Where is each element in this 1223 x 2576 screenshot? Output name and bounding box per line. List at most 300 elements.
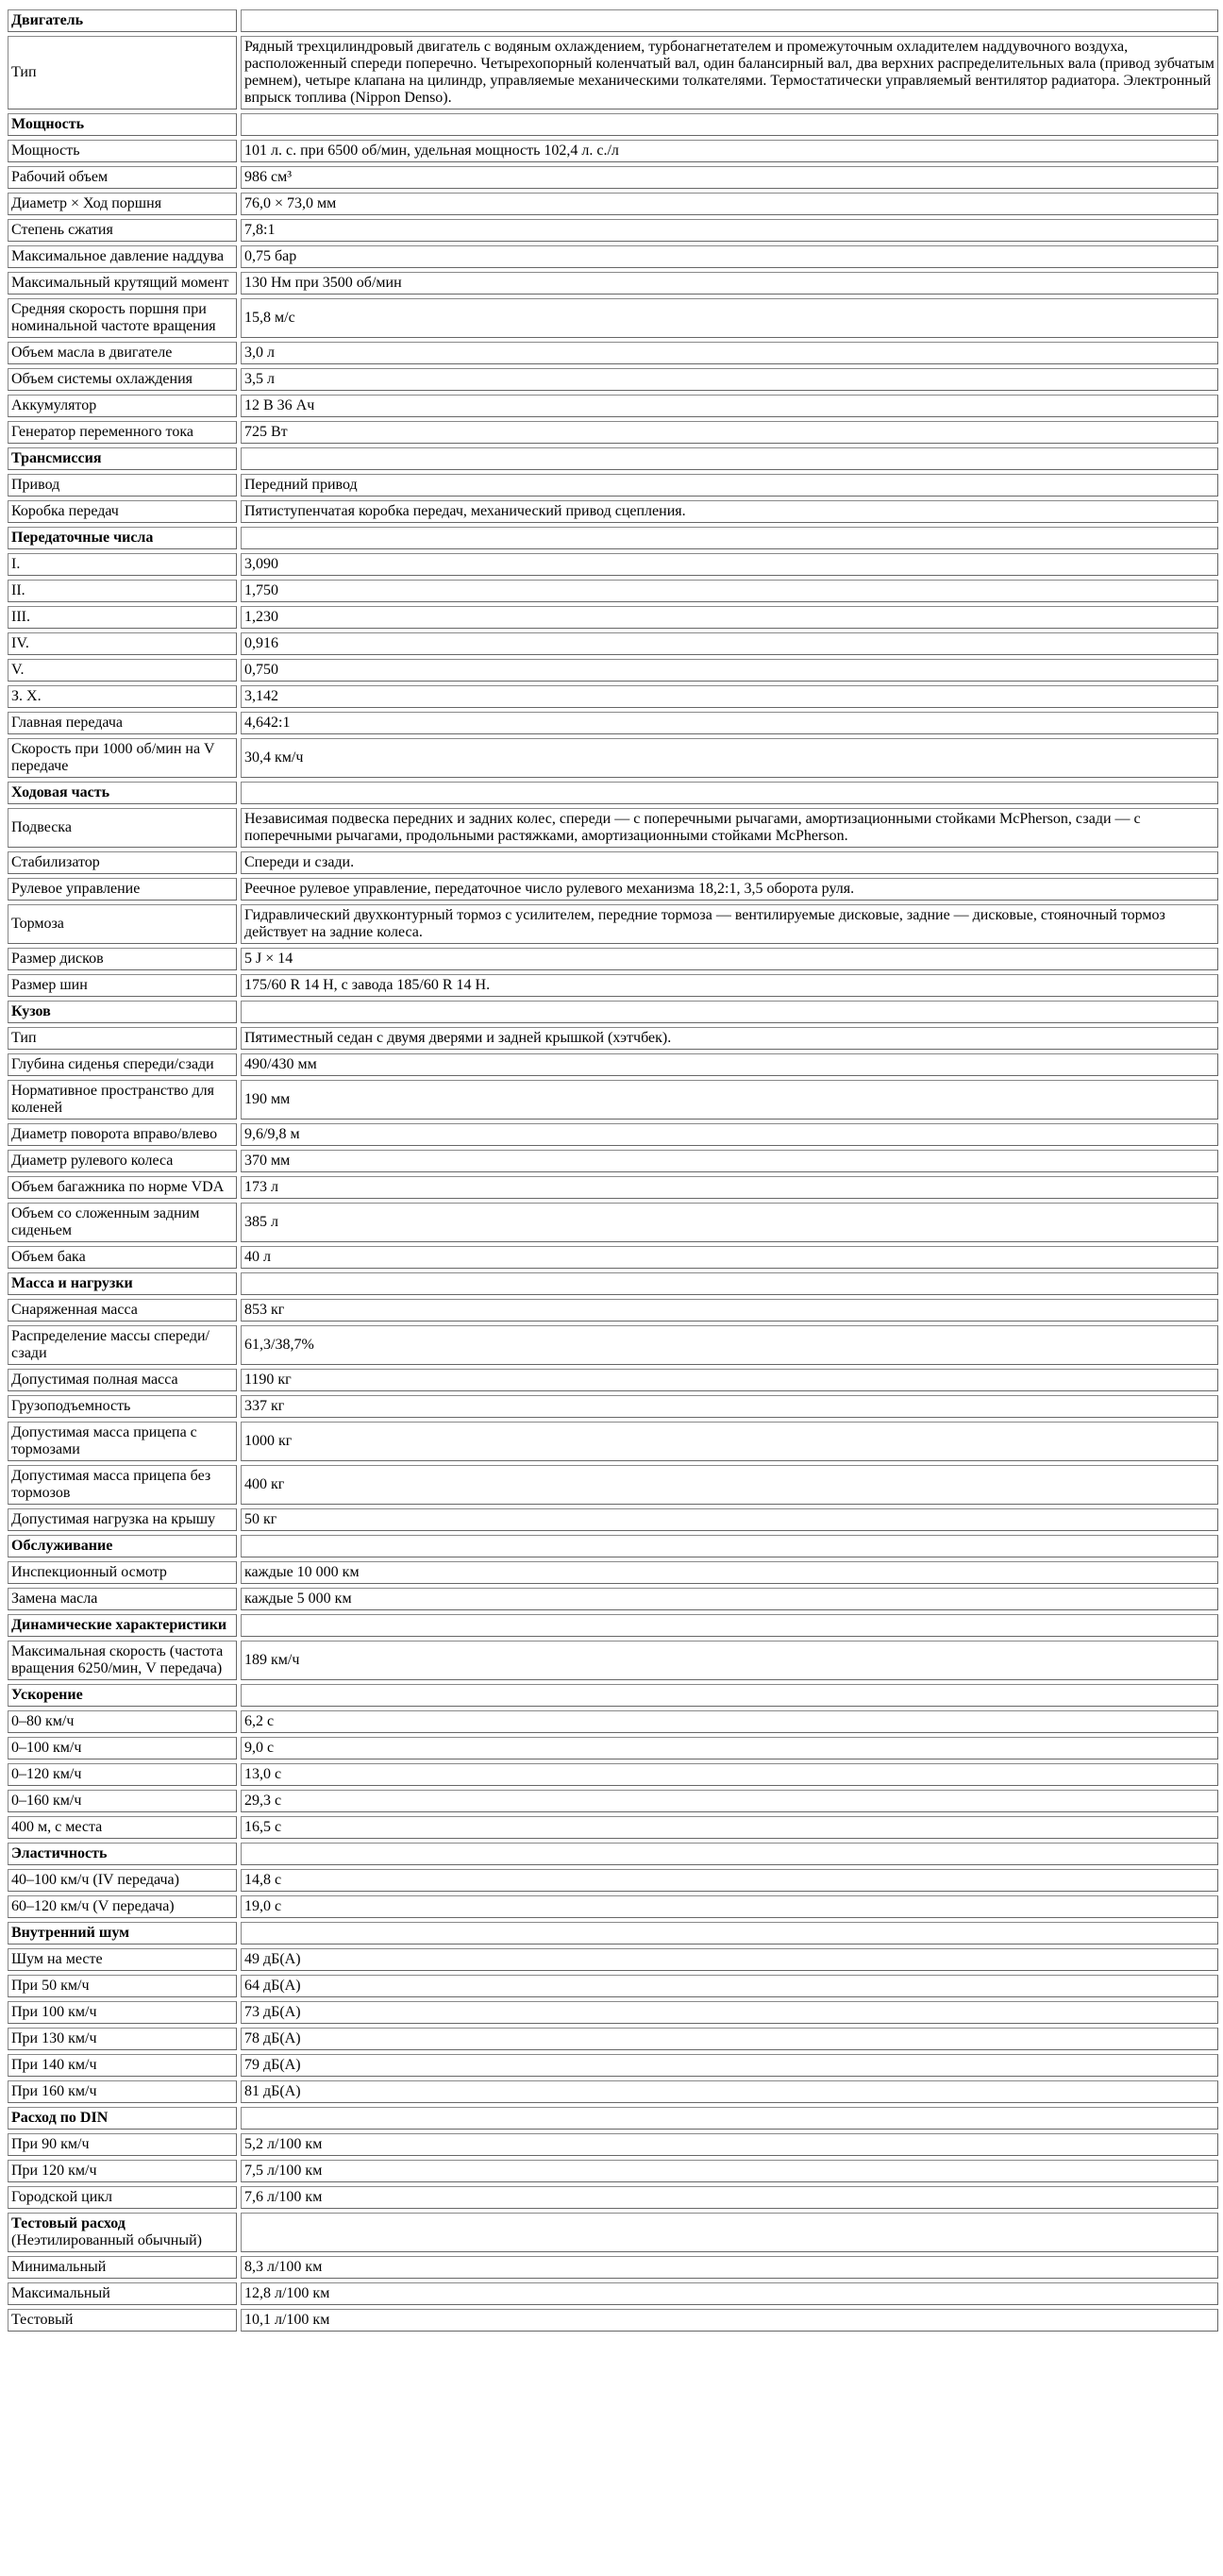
spec-row xyxy=(8,2256,1218,2279)
section-empty-value xyxy=(241,1272,1218,1295)
spec-label xyxy=(8,1369,237,1391)
section-title-text: Передаточные числа xyxy=(11,530,154,546)
spec-label-text: Распределение массы спереди/сзади xyxy=(11,1328,209,1361)
spec-row xyxy=(8,474,1218,497)
spec-value: 190 мм xyxy=(241,1080,1218,1120)
spec-row xyxy=(8,738,1218,778)
spec-label-text: 0–80 км/ч xyxy=(11,1713,75,1729)
section-title-text: Эластичность xyxy=(11,1845,108,1861)
section-title-text: Тестовый расход xyxy=(11,2215,126,2231)
spec-label xyxy=(8,1465,237,1505)
spec-label-text: Максимальное давление наддува xyxy=(11,248,225,264)
spec-label xyxy=(8,1246,237,1269)
spec-label-text: Аккумулятор xyxy=(11,397,97,413)
spec-value: 1190 кг xyxy=(241,1369,1218,1391)
spec-label xyxy=(8,948,237,970)
spec-label xyxy=(8,974,237,997)
spec-value: 130 Нм при 3500 об/мин xyxy=(241,272,1218,295)
spec-label xyxy=(8,298,237,338)
spec-value: 4,642:1 xyxy=(241,712,1218,734)
spec-label xyxy=(8,500,237,523)
spec-value: каждые 5 000 км xyxy=(241,1588,1218,1610)
spec-value: 1,750 xyxy=(241,580,1218,602)
spec-label-text: Допустимая масса прицепа с тормозами xyxy=(11,1424,197,1457)
spec-row xyxy=(8,1975,1218,1997)
spec-label-text: Глубина сиденья спереди/сзади xyxy=(11,1056,214,1072)
spec-label xyxy=(8,659,237,682)
spec-row xyxy=(8,298,1218,338)
spec-label xyxy=(8,553,237,576)
spec-row xyxy=(8,1588,1218,1610)
spec-row xyxy=(8,1508,1218,1531)
spec-row xyxy=(8,2160,1218,2182)
spec-value: 490/430 мм xyxy=(241,1053,1218,1076)
spec-value: 853 кг xyxy=(241,1299,1218,1322)
section-header-row xyxy=(8,1614,1218,1637)
spec-value: Пятиступенчатая коробка передач, механический привод сцепления. xyxy=(241,500,1218,523)
section-header-row xyxy=(8,447,1218,470)
spec-value: 50 кг xyxy=(241,1508,1218,1531)
section-empty-value xyxy=(241,1001,1218,1023)
spec-label xyxy=(8,2080,237,2103)
spec-row xyxy=(8,2133,1218,2156)
spec-value: 101 л. с. при 6500 об/мин, удельная мощность 102,4 л. с./л xyxy=(241,140,1218,162)
spec-label xyxy=(8,421,237,444)
spec-label-text: 60–120 км/ч (V передача) xyxy=(11,1898,175,1914)
section-title-text: Масса и нагрузки xyxy=(11,1275,133,1291)
spec-label xyxy=(8,851,237,874)
section-header-row xyxy=(8,1843,1218,1865)
spec-label xyxy=(8,1422,237,1461)
spec-label-text: Рулевое управление xyxy=(11,881,141,897)
spec-label-text: Тестовый xyxy=(11,2312,74,2328)
spec-value: 10,1 л/100 км xyxy=(241,2309,1218,2332)
spec-label xyxy=(8,245,237,268)
spec-value: 15,8 м/с xyxy=(241,298,1218,338)
spec-row xyxy=(8,1053,1218,1076)
spec-row xyxy=(8,1895,1218,1918)
spec-row xyxy=(8,193,1218,215)
spec-label xyxy=(8,1641,237,1680)
spec-row xyxy=(8,553,1218,576)
spec-label-text: Объем багажника по норме VDA xyxy=(11,1179,225,1195)
spec-label-text: Максимальный крутящий момент xyxy=(11,275,229,291)
spec-label xyxy=(8,1948,237,1971)
spec-label-text: II. xyxy=(11,582,25,598)
section-empty-value xyxy=(241,1843,1218,1865)
spec-value: 3,0 л xyxy=(241,342,1218,364)
spec-label xyxy=(8,1325,237,1365)
section-title xyxy=(8,782,237,804)
spec-label-text: Коробка передач xyxy=(11,503,119,519)
section-title xyxy=(8,1922,237,1945)
section-header-row xyxy=(8,2107,1218,2130)
spec-label-text: Городской цикл xyxy=(11,2189,113,2205)
section-title xyxy=(8,1843,237,1865)
spec-label xyxy=(8,2309,237,2332)
spec-label-text: Снаряженная масса xyxy=(11,1302,138,1318)
spec-value: 78 дБ(А) xyxy=(241,2028,1218,2050)
spec-value: 7,6 л/100 км xyxy=(241,2186,1218,2209)
spec-label xyxy=(8,272,237,295)
section-title xyxy=(8,9,237,32)
spec-label xyxy=(8,632,237,655)
spec-value: 76,0 × 73,0 мм xyxy=(241,193,1218,215)
spec-label xyxy=(8,685,237,708)
spec-label-text: Максимальный xyxy=(11,2285,110,2301)
spec-label xyxy=(8,342,237,364)
spec-value: 0,75 бар xyxy=(241,245,1218,268)
spec-value: 0,916 xyxy=(241,632,1218,655)
spec-value: 30,4 км/ч xyxy=(241,738,1218,778)
section-title-text: Кузов xyxy=(11,1003,51,1019)
spec-row xyxy=(8,712,1218,734)
spec-value: 12,8 л/100 км xyxy=(241,2282,1218,2305)
section-empty-value xyxy=(241,9,1218,32)
spec-label-text: Мощность xyxy=(11,143,80,159)
spec-value: 337 кг xyxy=(241,1395,1218,1418)
spec-value: 725 Вт xyxy=(241,421,1218,444)
spec-value: 40 л xyxy=(241,1246,1218,1269)
spec-row xyxy=(8,140,1218,162)
spec-label xyxy=(8,1203,237,1242)
spec-label xyxy=(8,1710,237,1733)
spec-label xyxy=(8,1561,237,1584)
spec-label-text: IV. xyxy=(11,635,29,651)
spec-label xyxy=(8,474,237,497)
spec-label-text: Рабочий объем xyxy=(11,169,109,185)
section-title-text: Ходовая часть xyxy=(11,784,110,800)
spec-row xyxy=(8,342,1218,364)
section-title-text: Внутренний шум xyxy=(11,1925,130,1941)
spec-label xyxy=(8,1588,237,1610)
spec-row xyxy=(8,974,1218,997)
spec-row xyxy=(8,2028,1218,2050)
spec-row xyxy=(8,166,1218,189)
spec-label xyxy=(8,1763,237,1786)
spec-value: 3,090 xyxy=(241,553,1218,576)
spec-label-text: З. Х. xyxy=(11,688,42,704)
spec-row xyxy=(8,1465,1218,1505)
spec-label xyxy=(8,140,237,162)
spec-label-text: Подвеска xyxy=(11,819,72,835)
spec-label xyxy=(8,1027,237,1050)
spec-label-text: Грузоподъемность xyxy=(11,1398,131,1414)
spec-label xyxy=(8,2160,237,2182)
spec-label xyxy=(8,368,237,391)
spec-row xyxy=(8,1816,1218,1839)
section-empty-value xyxy=(241,113,1218,136)
section-empty-value xyxy=(241,447,1218,470)
spec-value: 64 дБ(А) xyxy=(241,1975,1218,1997)
section-title xyxy=(8,1614,237,1637)
spec-row xyxy=(8,1176,1218,1199)
spec-label-text: Допустимая нагрузка на крышу xyxy=(11,1511,216,1527)
section-title xyxy=(8,1001,237,1023)
spec-label-text: Нормативное пространство для коленей xyxy=(11,1083,214,1116)
spec-label xyxy=(8,738,237,778)
spec-label-text: При 140 км/ч xyxy=(11,2057,97,2073)
spec-row xyxy=(8,1763,1218,1786)
spec-label xyxy=(8,1123,237,1146)
spec-row xyxy=(8,2001,1218,2024)
spec-label-text: Минимальный xyxy=(11,2259,107,2275)
spec-row xyxy=(8,1395,1218,1418)
spec-label xyxy=(8,1869,237,1892)
section-title-text: Двигатель xyxy=(11,12,84,28)
spec-label-text: 0–160 км/ч xyxy=(11,1793,82,1809)
spec-row xyxy=(8,904,1218,944)
spec-label-text: Шум на месте xyxy=(11,1951,103,1967)
spec-label xyxy=(8,2054,237,2077)
section-empty-value xyxy=(241,2213,1218,2252)
spec-row xyxy=(8,685,1218,708)
spec-row xyxy=(8,1641,1218,1680)
spec-table-body xyxy=(8,9,1218,2332)
section-header-row xyxy=(8,1001,1218,1023)
spec-label-text: Замена масла xyxy=(11,1591,98,1607)
spec-label-text: При 90 км/ч xyxy=(11,2136,90,2152)
spec-label xyxy=(8,166,237,189)
section-title-text: Динамические характеристики xyxy=(11,1617,227,1633)
spec-row xyxy=(8,948,1218,970)
spec-value: 1000 кг xyxy=(241,1422,1218,1461)
spec-label-text: V. xyxy=(11,662,25,678)
spec-label-text: При 120 км/ч xyxy=(11,2163,97,2179)
spec-row xyxy=(8,2186,1218,2209)
spec-label-text: Максимальная скорость (частота вращения 6250/мин, V передача) xyxy=(11,1643,224,1676)
section-title xyxy=(8,1272,237,1295)
spec-label-text: Степень сжатия xyxy=(11,222,113,238)
spec-label xyxy=(8,808,237,848)
spec-label-text: 40–100 км/ч (IV передача) xyxy=(11,1872,179,1888)
spec-row xyxy=(8,2309,1218,2332)
spec-row xyxy=(8,1737,1218,1759)
spec-label-text: Тип xyxy=(11,1030,37,1046)
spec-label xyxy=(8,395,237,417)
spec-value: 12 В 36 Ач xyxy=(241,395,1218,417)
spec-label xyxy=(8,193,237,215)
spec-row xyxy=(8,632,1218,655)
spec-label xyxy=(8,878,237,901)
section-empty-value xyxy=(241,782,1218,804)
spec-value: Спереди и сзади. xyxy=(241,851,1218,874)
section-empty-value xyxy=(241,527,1218,549)
spec-row xyxy=(8,395,1218,417)
spec-label-text: Объем масла в двигателе xyxy=(11,345,173,361)
spec-value: 81 дБ(А) xyxy=(241,2080,1218,2103)
spec-row xyxy=(8,1123,1218,1146)
section-title xyxy=(8,527,237,549)
section-subtitle: (Неэтилированный обычный) xyxy=(11,2232,202,2248)
section-header-row xyxy=(8,1684,1218,1707)
spec-value: Пятиместный седан с двумя дверями и задней крышкой (хэтчбек). xyxy=(241,1027,1218,1050)
spec-row xyxy=(8,2282,1218,2305)
spec-value: Реечное рулевое управление, передаточное число рулевого механизма 18,2:1, 3,5 оборота руля. xyxy=(241,878,1218,901)
section-title xyxy=(8,447,237,470)
spec-label-text: 0–120 км/ч xyxy=(11,1766,82,1782)
spec-value: Передний привод xyxy=(241,474,1218,497)
spec-label xyxy=(8,2001,237,2024)
spec-label-text: Диаметр рулевого колеса xyxy=(11,1153,174,1169)
spec-row xyxy=(8,1948,1218,1971)
spec-row xyxy=(8,808,1218,848)
spec-label-text: Допустимая масса прицепа без тормозов xyxy=(11,1468,211,1501)
spec-label-text: Размер дисков xyxy=(11,951,104,967)
spec-label-text: Объем системы охлаждения xyxy=(11,371,193,387)
section-title xyxy=(8,1684,237,1707)
spec-label-text: Тип xyxy=(11,64,37,80)
spec-value: 16,5 с xyxy=(241,1816,1218,1839)
spec-value: Независимая подвеска передних и задних колес, спереди — с поперечными рычагами, амортизационными стойками McPherson, сзади — с поперечными рычагами, продольными растяжками, амортизационными стойками McPherson. xyxy=(241,808,1218,848)
section-empty-value xyxy=(241,1535,1218,1557)
section-title xyxy=(8,2107,237,2130)
spec-label xyxy=(8,1395,237,1418)
spec-label xyxy=(8,219,237,242)
spec-label xyxy=(8,1053,237,1076)
spec-label-text: I. xyxy=(11,556,21,572)
spec-value: 5,2 л/100 км xyxy=(241,2133,1218,2156)
section-header-row xyxy=(8,9,1218,32)
spec-value: 7,8:1 xyxy=(241,219,1218,242)
spec-row xyxy=(8,580,1218,602)
spec-label-text: III. xyxy=(11,609,30,625)
spec-row xyxy=(8,1150,1218,1172)
spec-label xyxy=(8,1080,237,1120)
section-empty-value xyxy=(241,2107,1218,2130)
spec-value: 19,0 с xyxy=(241,1895,1218,1918)
section-title xyxy=(8,2213,237,2252)
spec-row xyxy=(8,851,1218,874)
spec-value: 1,230 xyxy=(241,606,1218,629)
section-header-row xyxy=(8,113,1218,136)
spec-value: 61,3/38,7% xyxy=(241,1325,1218,1365)
spec-value: 9,0 с xyxy=(241,1737,1218,1759)
spec-label-text: Объем со сложенным задним сиденьем xyxy=(11,1205,200,1238)
spec-label-text: Стабилизатор xyxy=(11,854,100,870)
spec-value: 3,142 xyxy=(241,685,1218,708)
spec-value: 175/60 R 14 H, с завода 185/60 R 14 H. xyxy=(241,974,1218,997)
spec-label-text: При 160 км/ч xyxy=(11,2083,97,2099)
spec-label-text: При 130 км/ч xyxy=(11,2030,97,2046)
spec-label xyxy=(8,1816,237,1839)
spec-label xyxy=(8,1895,237,1918)
spec-value: 79 дБ(А) xyxy=(241,2054,1218,2077)
spec-label-text: Инспекционный осмотр xyxy=(11,1564,167,1580)
spec-label xyxy=(8,580,237,602)
spec-value: 400 кг xyxy=(241,1465,1218,1505)
spec-value: Гидравлический двухконтурный тормоз с усилителем, передние тормоза — вентилируемые дисковые, задние — дисковые, стояночный тормоз действует на задние колеса. xyxy=(241,904,1218,944)
section-title xyxy=(8,1535,237,1557)
spec-value: 986 см³ xyxy=(241,166,1218,189)
spec-value: 189 км/ч xyxy=(241,1641,1218,1680)
spec-value: 0,750 xyxy=(241,659,1218,682)
spec-row xyxy=(8,1710,1218,1733)
spec-row xyxy=(8,500,1218,523)
spec-value: Рядный трехцилиндровый двигатель с водяным охлаждением, турбонагнетателем и промежуточным охладителем наддувочного воздуха, расположенный спереди поперечно. Четырехопорный коленчатый вал, один балансирный вал, два верхних распределительных вала (привод зубчатым ремнем), четыре клапана на цилиндр, управляемые механическими толкателями. Термостатически управляемый вентилятор радиатора. Электронный впрыск топлива (Nippon Denso). xyxy=(241,36,1218,109)
spec-row xyxy=(8,1561,1218,1584)
spec-value: 3,5 л xyxy=(241,368,1218,391)
spec-label-text: Главная передача xyxy=(11,715,124,731)
spec-label xyxy=(8,606,237,629)
spec-row xyxy=(8,1080,1218,1120)
spec-value: 13,0 с xyxy=(241,1763,1218,1786)
spec-row xyxy=(8,219,1218,242)
spec-label xyxy=(8,1508,237,1531)
section-header-row xyxy=(8,782,1218,804)
section-title-text: Расход по DIN xyxy=(11,2110,109,2126)
spec-value: 9,6/9,8 м xyxy=(241,1123,1218,1146)
spec-value: 370 мм xyxy=(241,1150,1218,1172)
spec-label-text: Диаметр поворота вправо/влево xyxy=(11,1126,218,1142)
spec-value: каждые 10 000 км xyxy=(241,1561,1218,1584)
spec-label-text: При 100 км/ч xyxy=(11,2004,97,2020)
section-header-row xyxy=(8,1535,1218,1557)
spec-row xyxy=(8,1027,1218,1050)
spec-value: 29,3 с xyxy=(241,1790,1218,1812)
spec-row xyxy=(8,1422,1218,1461)
section-header-row xyxy=(8,527,1218,549)
spec-label-text: Допустимая полная масса xyxy=(11,1372,178,1388)
spec-label xyxy=(8,1975,237,1997)
spec-label-text: При 50 км/ч xyxy=(11,1978,90,1994)
section-header-row xyxy=(8,1272,1218,1295)
spec-label xyxy=(8,1299,237,1322)
spec-value: 73 дБ(А) xyxy=(241,2001,1218,2024)
spec-label xyxy=(8,2282,237,2305)
spec-row xyxy=(8,659,1218,682)
spec-row xyxy=(8,1869,1218,1892)
spec-label xyxy=(8,36,237,109)
spec-label-text: Диаметр × Ход поршня xyxy=(11,195,162,211)
spec-row xyxy=(8,1325,1218,1365)
section-title-text: Мощность xyxy=(11,116,85,132)
spec-row xyxy=(8,1203,1218,1242)
section-empty-value xyxy=(241,1684,1218,1707)
spec-value: 173 л xyxy=(241,1176,1218,1199)
spec-row xyxy=(8,245,1218,268)
spec-row xyxy=(8,1246,1218,1269)
section-title-text: Обслуживание xyxy=(11,1538,113,1554)
spec-row xyxy=(8,1299,1218,1322)
section-title-text: Трансмиссия xyxy=(11,450,102,466)
spec-label-text: Объем бака xyxy=(11,1249,86,1265)
spec-value: 385 л xyxy=(241,1203,1218,1242)
spec-row xyxy=(8,2054,1218,2077)
spec-label-text: Скорость при 1000 об/мин на V передаче xyxy=(11,741,215,774)
spec-label-text: Генератор переменного тока xyxy=(11,424,193,440)
spec-label xyxy=(8,1176,237,1199)
spec-label-text: Средняя скорость поршня при номинальной частоте вращения xyxy=(11,301,216,334)
spec-value: 49 дБ(А) xyxy=(241,1948,1218,1971)
spec-row xyxy=(8,878,1218,901)
spec-row xyxy=(8,2080,1218,2103)
section-header-row xyxy=(8,2213,1218,2252)
section-empty-value xyxy=(241,1922,1218,1945)
spec-row xyxy=(8,368,1218,391)
spec-row xyxy=(8,272,1218,295)
spec-value: 6,2 с xyxy=(241,1710,1218,1733)
spec-value: 8,3 л/100 км xyxy=(241,2256,1218,2279)
spec-table xyxy=(4,6,1222,2335)
spec-label xyxy=(8,712,237,734)
spec-label-text: Тормоза xyxy=(11,916,64,932)
section-title xyxy=(8,113,237,136)
section-title-text: Ускорение xyxy=(11,1687,83,1703)
spec-label xyxy=(8,2028,237,2050)
spec-label-text: Привод xyxy=(11,477,60,493)
spec-label xyxy=(8,2133,237,2156)
